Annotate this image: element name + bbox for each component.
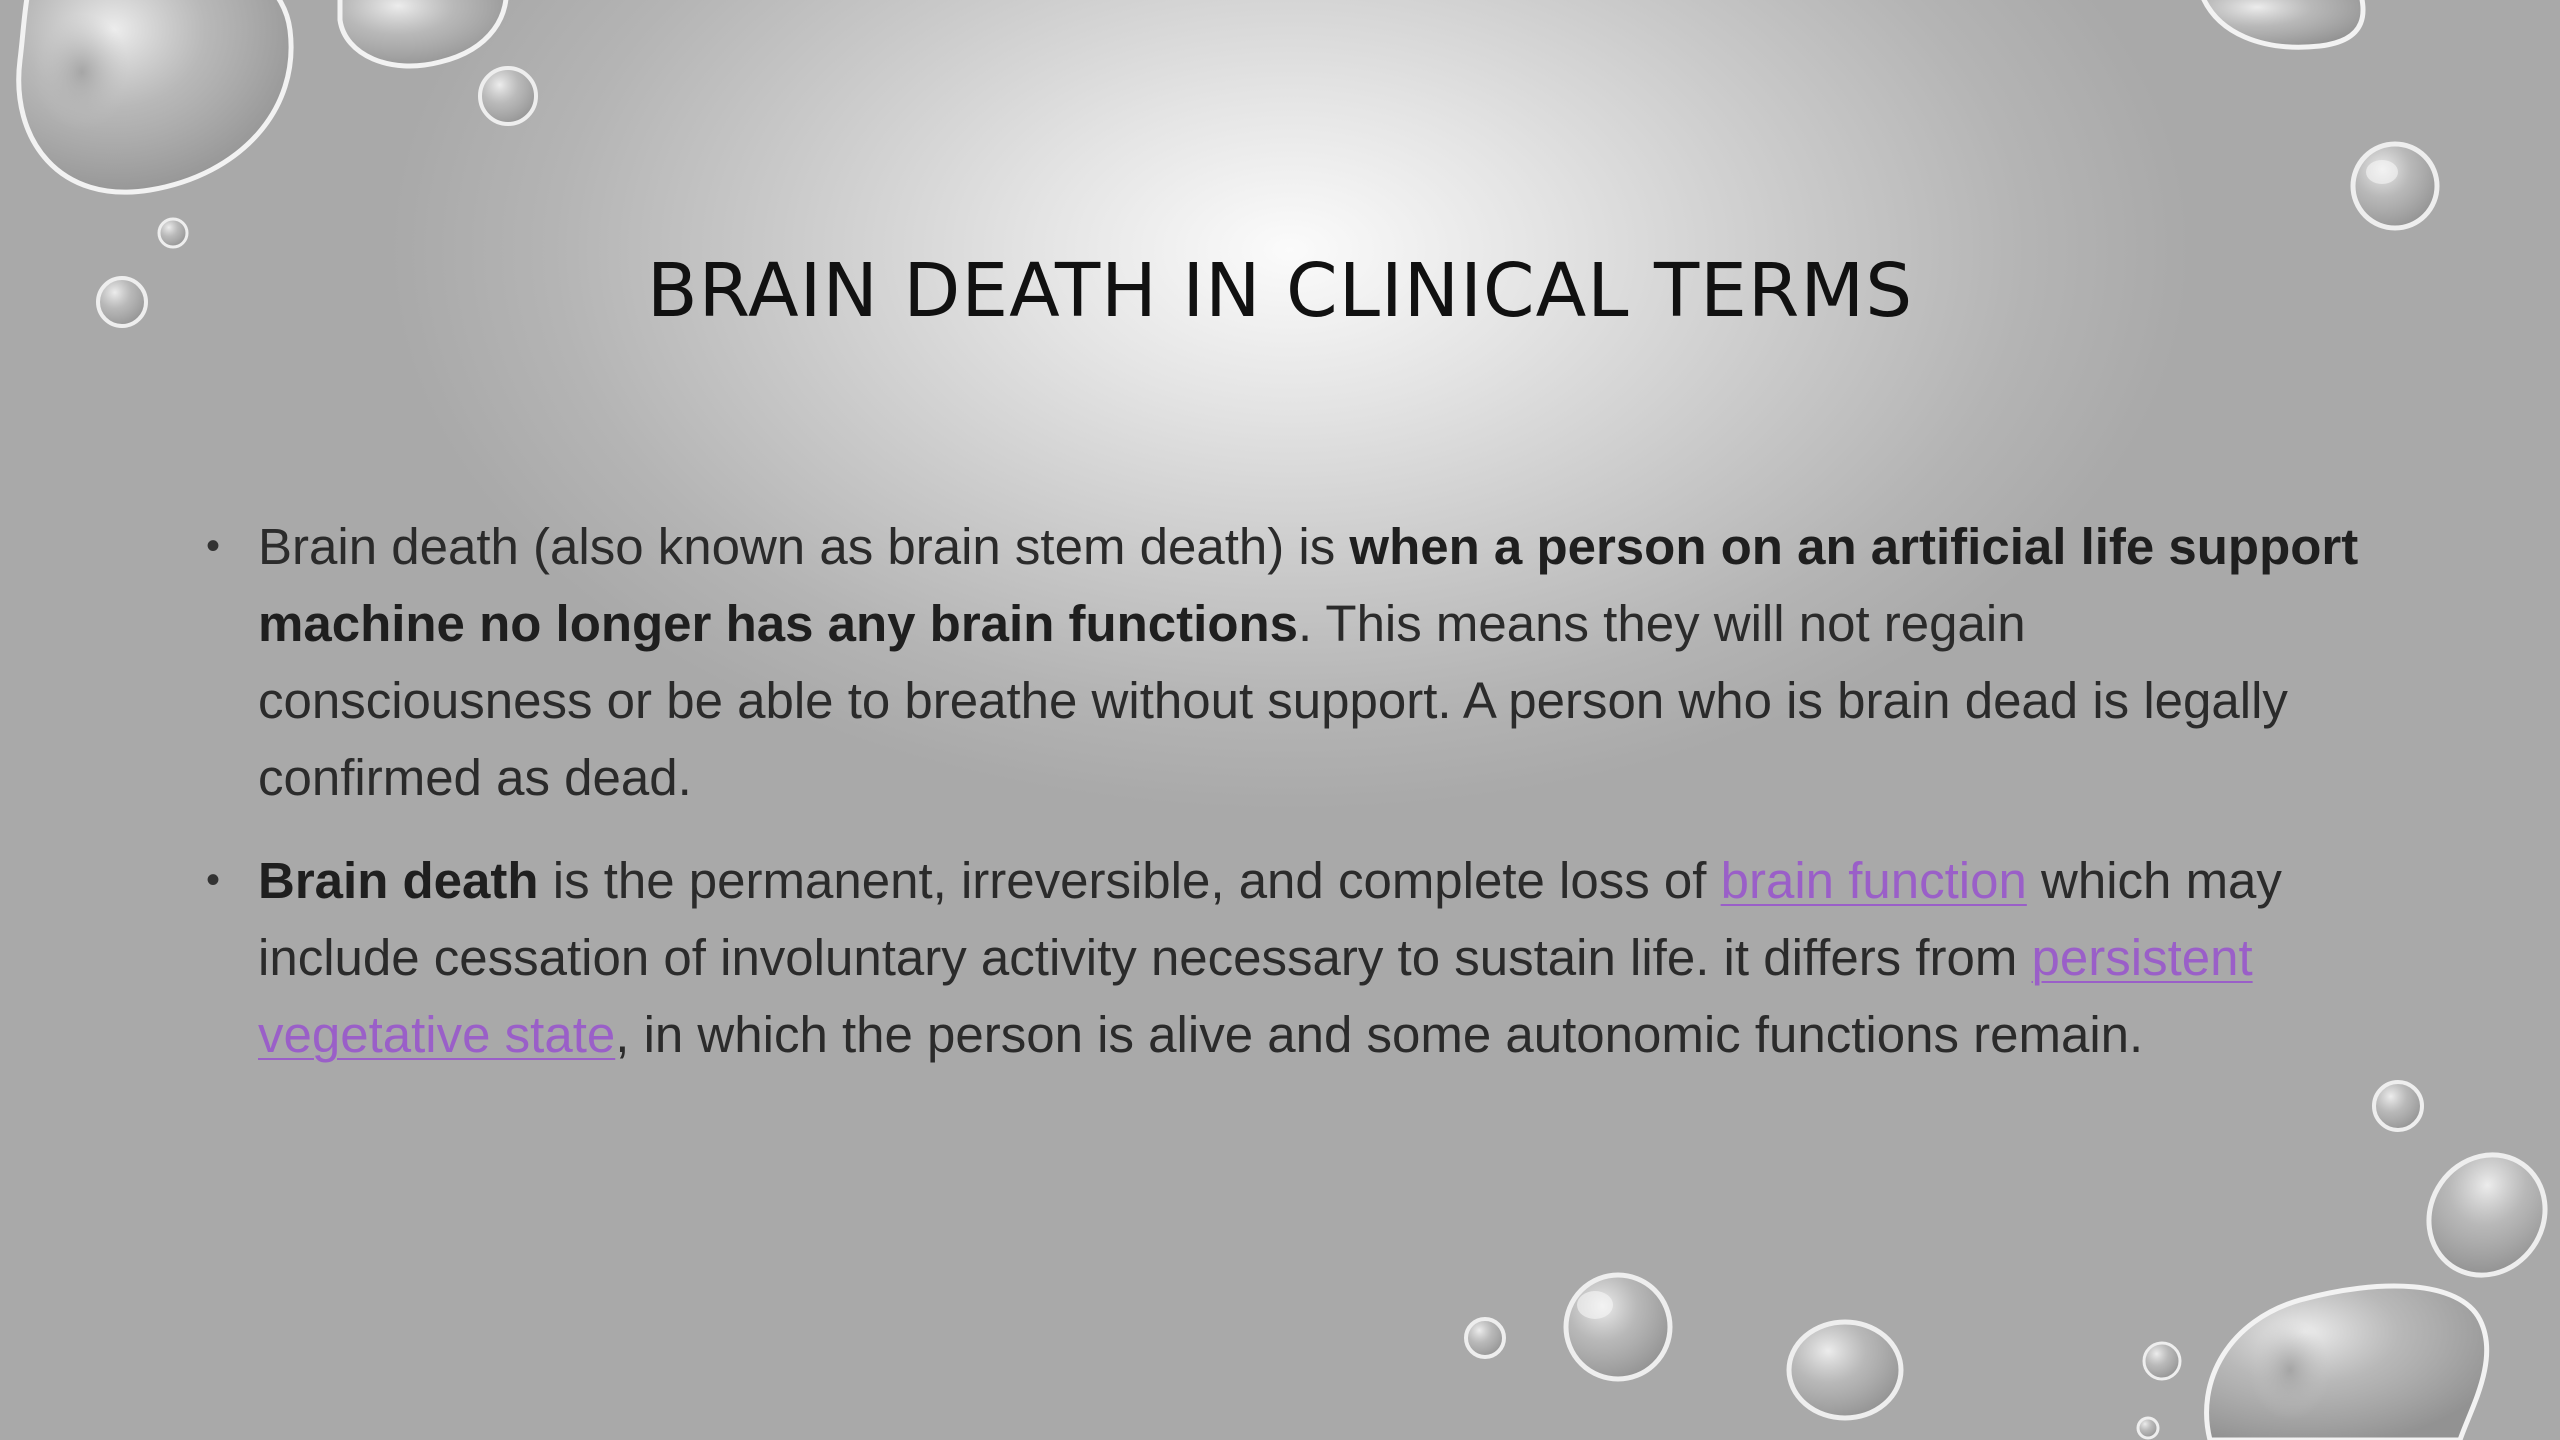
water-droplet-icon xyxy=(340,0,506,66)
bullet-text: . This means they will not regain consciousness or be able to breathe without support. A person who is brain dead is legally confirmed as dead. xyxy=(258,595,2288,806)
water-droplet-icon xyxy=(1466,1319,1504,1357)
persistent-vegetative-state-link[interactable]: persistent vegetative state xyxy=(258,929,2253,1063)
water-droplet-icon xyxy=(2200,0,2363,47)
water-droplet-icon xyxy=(19,0,291,192)
water-droplet-icon xyxy=(2374,1082,2422,1130)
bullet-text: which may include cessation of involuntary activity necessary to sustain life. it differs from xyxy=(258,852,2282,986)
water-droplet-icon xyxy=(1566,1275,1670,1379)
bullet-text: Brain death (also known as brain stem death) is xyxy=(258,518,1350,575)
bullet-text: is the permanent, irreversible, and complete loss of xyxy=(538,852,1721,909)
bullet-item xyxy=(206,508,2366,816)
slide-body xyxy=(206,508,2366,1099)
water-droplet-icon xyxy=(2138,1418,2158,1438)
water-droplet-icon xyxy=(2353,144,2437,228)
water-droplet-icon xyxy=(2406,1132,2560,1298)
bullet-marker: • xyxy=(206,858,221,902)
water-droplet-icon xyxy=(2144,1343,2180,1379)
water-droplet-icon xyxy=(159,219,187,247)
water-droplet-icon xyxy=(480,68,536,124)
bullet-bold-text: when a person on an artificial life support machine no longer has any brain functions xyxy=(258,518,2359,652)
slide-title: BRAIN DEATH IN CLINICAL TERMS xyxy=(646,248,1914,334)
brain-function-link[interactable]: brain function xyxy=(1720,852,2027,909)
water-droplet-icon xyxy=(2207,1286,2487,1440)
bullet-text: , in which the person is alive and some autonomic functions remain. xyxy=(615,1006,2144,1063)
bullet-bold-text: Brain death xyxy=(258,852,539,909)
bullet-item xyxy=(206,842,2366,1073)
bullet-marker: • xyxy=(206,524,221,568)
water-droplet-icon xyxy=(1789,1322,1901,1418)
